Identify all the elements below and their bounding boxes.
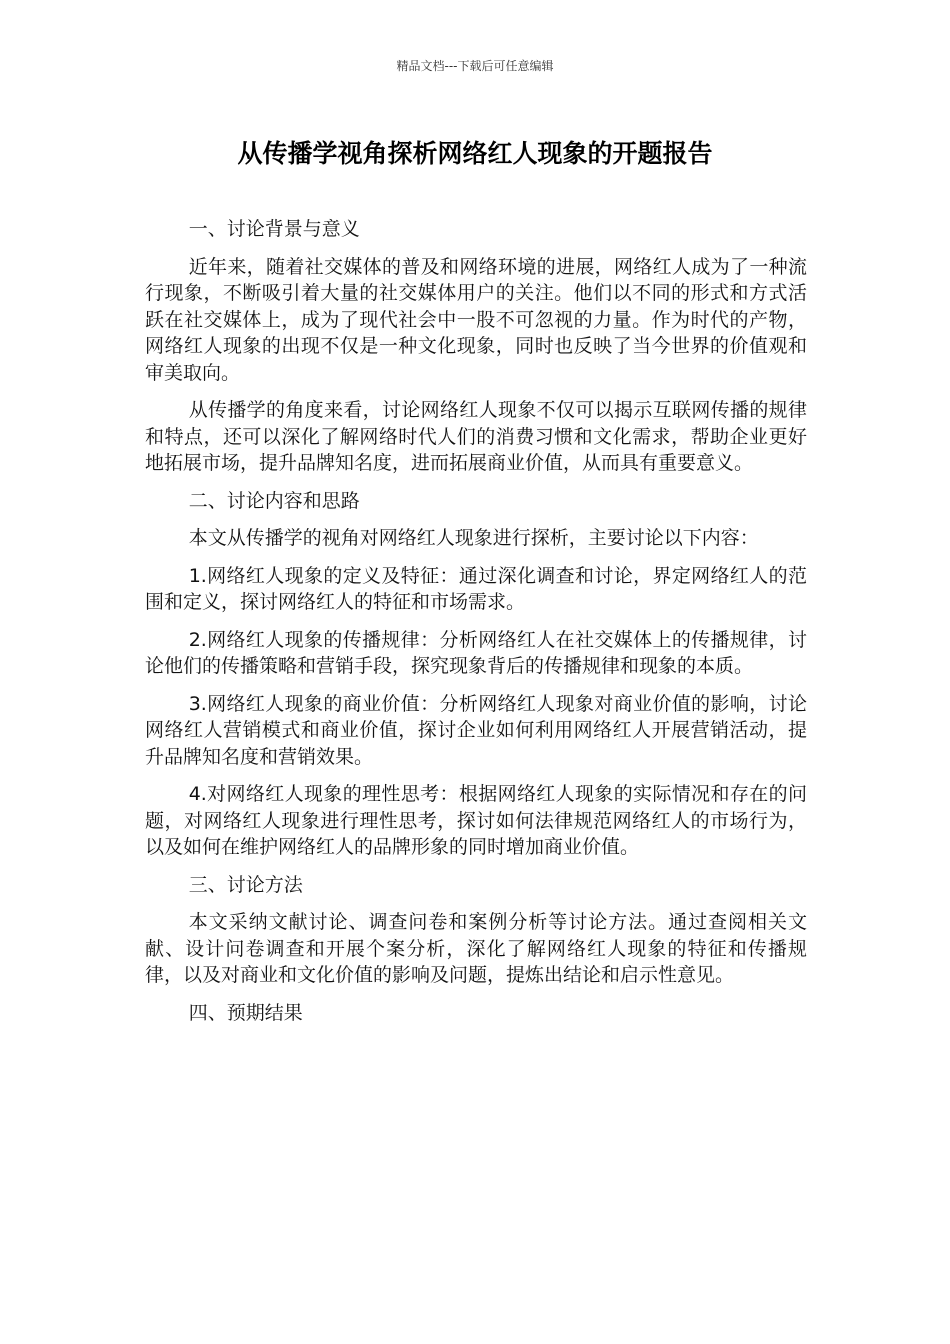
document-title: 从传播学视角探析网络红人现象的开题报告 [237,139,713,168]
paragraph-content-item-4: 4.对网络红人现象的理性思考：根据网络红人现象的实际情况和存在的问题，对网络红人现象进行理性思考，探讨如何法律规范网络红人的市场行为，以及如何在维护网络红人的品牌形象的同时增加商业价值。 [145,783,807,858]
header-note: 精品文档---下载后可任意编辑 [396,59,554,73]
section-heading-methods: 三、讨论方法 [188,873,303,896]
paragraph-content-intro: 本文从传播学的视角对网络红人现象进行探析，主要讨论以下内容： [188,527,759,549]
paragraph-methods: 本文采纳文献讨论、调查问卷和案例分析等讨论方法。通过查阅相关文献、设计问卷调查和开展个案分析，深化了解网络红人现象的特征和传播规律，以及对商业和文化价值的影响及问题，提炼出结论和启示性意见。 [145,911,807,986]
paragraph-background-1: 近年来，随着社交媒体的普及和网络环境的进展，网络红人成为了一种流行现象，不断吸引着大量的社交媒体用户的关注。他们以不同的形式和方式活跃在社交媒体上，成为了现代社会中一股不可忽视的力量。作为时代的产物，网络红人现象的出现不仅是一种文化现象，同时也反映了当今世界的价值观和审美取向。 [145,255,807,384]
document-body [145,216,807,1037]
paragraph-content-item-2: 2.网络红人现象的传播规律：分析网络红人在社交媒体上的传播规律，讨论他们的传播策略和营销手段，探究现象背后的传播规律和现象的本质。 [145,628,807,677]
section-heading-background: 一、讨论背景与意义 [188,218,360,240]
section-heading-expected-results: 四、预期结果 [188,1001,303,1024]
paragraph-content-item-3: 3.网络红人现象的商业价值：分析网络红人现象对商业价值的影响，讨论网络红人营销模式和商业价值，探讨企业如何利用网络红人开展营销活动，提升品牌知名度和营销效果。 [145,692,807,768]
paragraph-content-item-1: 1.网络红人现象的定义及特征：通过深化调查和讨论，界定网络红人的范围和定义，探讨网络红人的特征和市场需求。 [145,564,807,613]
paragraph-background-2: 从传播学的角度来看，讨论网络红人现象不仅可以揭示互联网传播的规律和特点，还可以深化了解网络时代人们的消费习惯和文化需求，帮助企业更好地拓展市场，提升品牌知名度，进而拓展商业价值，从而具有重要意义。 [145,399,807,474]
section-heading-content: 二、讨论内容和思路 [188,489,360,512]
